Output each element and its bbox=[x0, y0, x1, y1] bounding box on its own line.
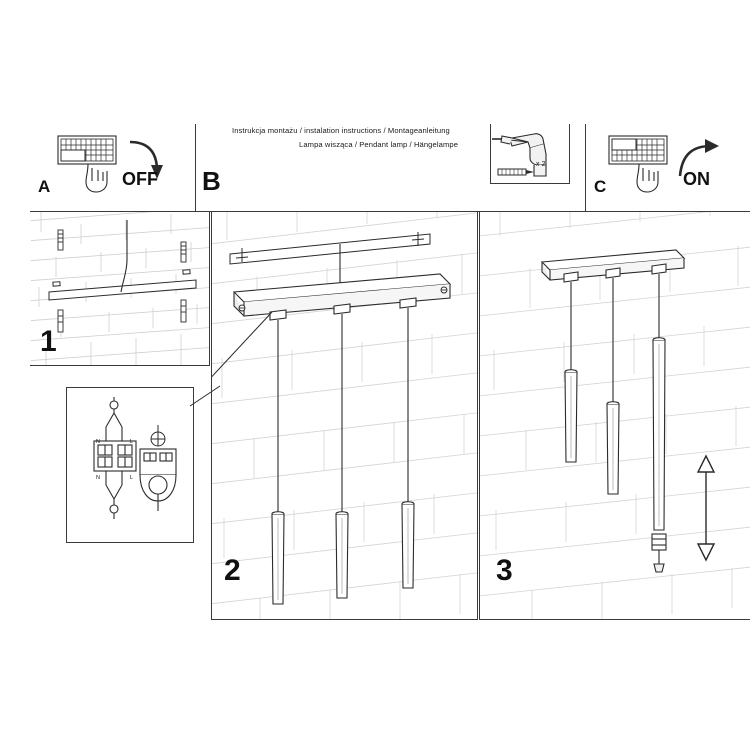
step-1-number: 1 bbox=[40, 325, 57, 358]
terminal-block-wiring-icon bbox=[94, 397, 136, 519]
switch-on-illustration bbox=[585, 124, 750, 214]
connector-block-icon bbox=[140, 449, 176, 511]
terminal-label-l-top: L bbox=[130, 439, 134, 445]
document-title-line-2: Lampa wisząca / Pendant lamp / Hängelampe bbox=[299, 140, 459, 149]
switch-off-illustration bbox=[30, 124, 198, 214]
step1-ceiling-area bbox=[31, 212, 209, 365]
step2-ceiling-area bbox=[212, 212, 477, 619]
hand-icon bbox=[86, 164, 107, 192]
document-title-line-1: Instrukcja montażu / instalation instructions / Montageanleitung bbox=[232, 126, 450, 135]
earth-ground-icon bbox=[151, 425, 165, 446]
cable-adjuster-icon bbox=[652, 534, 666, 572]
light-switch-icon bbox=[58, 136, 116, 164]
step2-illustration bbox=[212, 212, 477, 619]
terminal-label-l-bottom: L bbox=[130, 475, 134, 481]
hand-icon bbox=[637, 164, 658, 192]
step3-ceiling-area bbox=[480, 212, 750, 619]
panel-letter-b: B bbox=[202, 166, 221, 196]
tool-quantity-label: x 2 bbox=[536, 161, 546, 168]
terminal-label-n-top: N bbox=[96, 439, 100, 445]
mounting-bracket-open bbox=[230, 232, 430, 264]
screw-icon-group bbox=[58, 230, 186, 332]
detail-leader-line bbox=[212, 312, 272, 398]
panel-letter-a: A bbox=[38, 177, 51, 196]
switch-on-label: ON bbox=[683, 169, 710, 189]
switch-off-label: OFF bbox=[122, 169, 158, 189]
light-switch-icon bbox=[609, 136, 667, 164]
step3-illustration bbox=[480, 212, 750, 619]
step-3-number: 3 bbox=[496, 554, 513, 587]
wall-plug-screw-icon bbox=[498, 169, 534, 175]
panel-letter-c: C bbox=[594, 177, 607, 196]
terminal-label-n-bottom: N bbox=[96, 475, 100, 481]
wiring-detail-illustration bbox=[66, 387, 194, 543]
double-arrow-vertical-icon bbox=[698, 456, 714, 560]
step1-illustration bbox=[31, 212, 209, 365]
step-2-number: 2 bbox=[224, 554, 241, 587]
tools-illustration bbox=[490, 124, 572, 186]
